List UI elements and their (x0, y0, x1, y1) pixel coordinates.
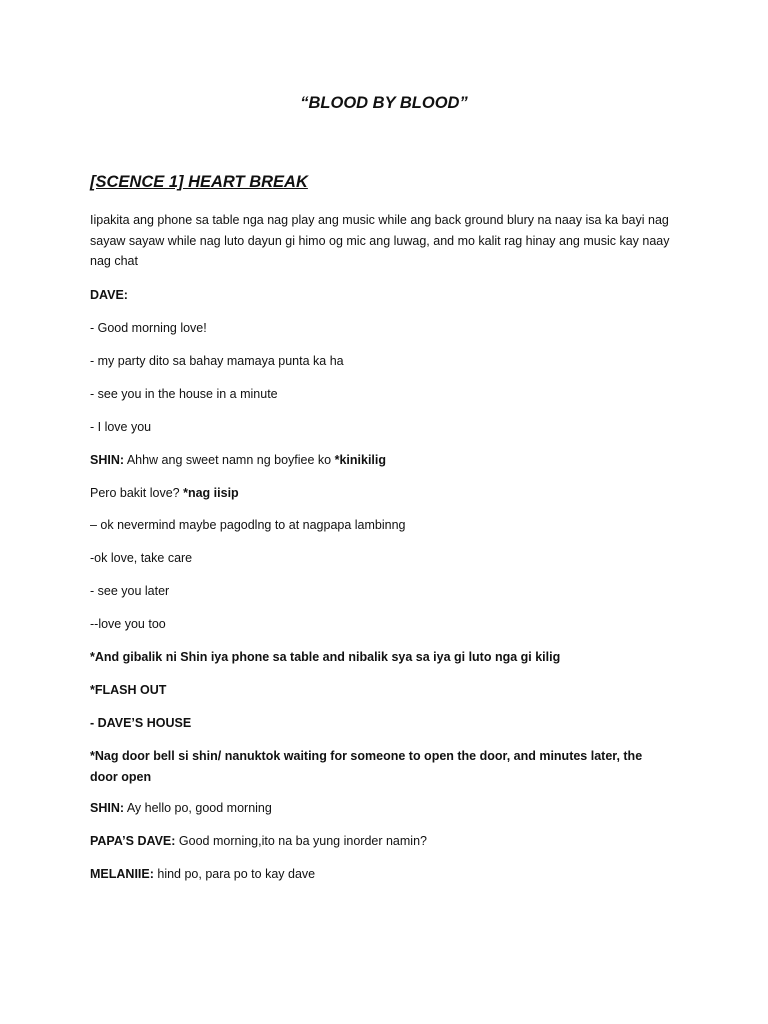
dialogue-text: Pero bakit love? (90, 486, 184, 500)
dialogue-line: - Good morning love! (90, 321, 207, 335)
dialogue-line: -ok love, take care (90, 551, 193, 565)
speaker-label: PAPA’S DAVE: (90, 834, 176, 848)
dialogue-text: Good morning,ito na ba yung inorder namin? (175, 834, 427, 848)
dialogue-line (90, 864, 670, 885)
dialogue-line: - my party dito sa bahay mamaya punta ka ha (90, 354, 344, 368)
stage-direction: *kinikilig (334, 453, 386, 467)
dialogue-line (90, 798, 670, 819)
location-heading: - DAVE’S HOUSE (90, 716, 192, 730)
scene-heading: [SCENCE 1] HEART BREAK (90, 173, 308, 191)
stage-direction: *Nag door bell si shin/ nanuktok waiting for someone to open the door, and minutes later, the door open (90, 749, 643, 784)
dialogue-line-shin (90, 450, 670, 471)
speaker-label-shin: SHIN: (90, 453, 125, 467)
speaker-label: MELANIIE: (90, 867, 154, 881)
dialogue-text: hind po, para po to kay dave (153, 867, 316, 881)
stage-direction: *nag iisip (183, 486, 239, 500)
dialogue-text: Ahhw ang sweet namn ng boyfiee ko (124, 453, 335, 467)
dialogue-line (90, 831, 670, 852)
dialogue-line: - see you in the house in a minute (90, 387, 278, 401)
scene-intro-paragraph: Iipakita ang phone sa table nga nag play ang music while ang back ground blury na naay isa ka bayi nag sayaw sayaw while nag luto dayun gi himo og mic ang luwag, and mo kalit rag hinay ang music kay naay nag chat (90, 213, 670, 268)
dialogue-line-shin-2 (90, 483, 670, 504)
dialogue-line: - see you later (90, 584, 170, 598)
dialogue-line: – ok nevermind maybe pagodlng to at nagpapa lambinng (90, 518, 406, 532)
dialogue-line: --love you too (90, 617, 166, 631)
stage-direction: *FLASH OUT (90, 683, 167, 697)
document-title: “BLOOD BY BLOOD” (300, 94, 468, 112)
speaker-label: SHIN: (90, 801, 125, 815)
speaker-label-dave: DAVE: (90, 288, 128, 302)
stage-direction: *And gibalik ni Shin iya phone sa table and nibalik sya sa iya gi luto nga gi kilig (90, 650, 561, 664)
dialogue-line: - I love you (90, 420, 152, 434)
dialogue-text: Ay hello po, good morning (124, 801, 272, 815)
